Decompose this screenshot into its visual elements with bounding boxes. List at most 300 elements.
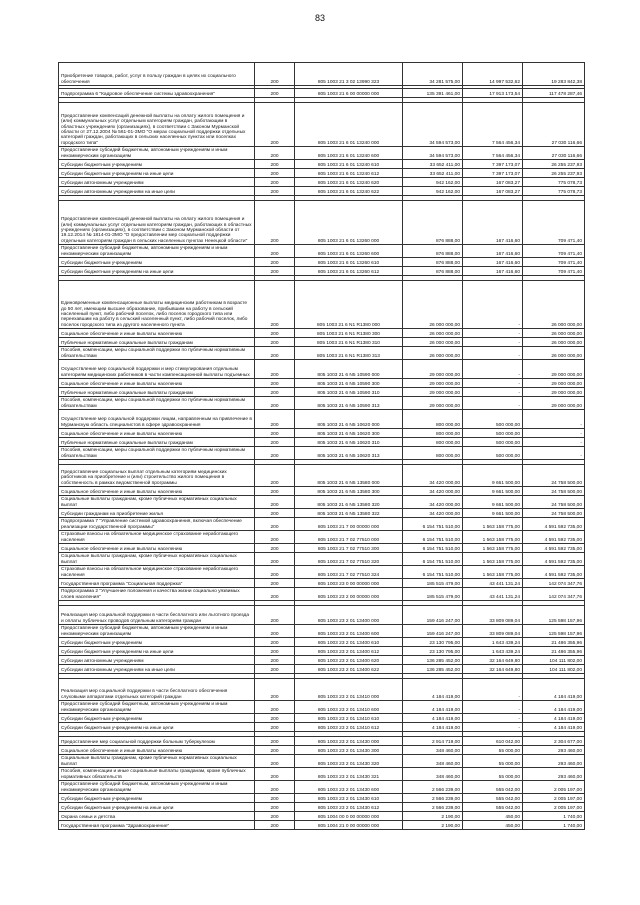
row-kbk-cell: 805 1003 21 6 01 13260 610 xyxy=(295,258,403,267)
row-name-cell: Осуществление мер социальной поддержки и мер стимулирования отдельным категориям медицинских работников в части компенсационной выплаты подъемных xyxy=(59,360,255,379)
table-row xyxy=(59,245,585,258)
row-name-cell: Подпрограмма 7 "Управление системой здравоохранения, включая обеспечение реализации государственной программы" xyxy=(59,518,255,531)
row-approved-cell: 26 000 000,00 xyxy=(403,347,463,360)
row-approved-cell: 34 420 000,00 xyxy=(403,496,463,509)
row-unexecuted-cell: 21 486 355,96 xyxy=(523,638,585,647)
row-kbk-cell: 805 1003 23 2 01 13430 320 xyxy=(295,755,403,768)
table-row xyxy=(59,553,585,566)
row-name-cell: Пособия, компенсации, меры социальной поддержки по публичным нормативным обязательствам xyxy=(59,447,255,460)
row-kbk-cell: 805 1003 23 2 01 13410 600 xyxy=(295,701,403,714)
row-executed-cell: 1 563 158 775,00 xyxy=(463,553,523,566)
row-executed-cell: 610 042,00 xyxy=(463,737,523,746)
row-code-cell: 200 xyxy=(255,487,295,496)
row-kbk-cell: 805 1003 23 2 01 13410 000 xyxy=(295,679,403,701)
row-kbk-cell: 805 1003 23 2 01 13400 620 xyxy=(295,656,403,665)
row-executed-cell: 33 809 089,04 xyxy=(463,606,523,625)
row-approved-cell: 876 888,00 xyxy=(403,245,463,258)
row-executed-cell: 43 441 131,24 xyxy=(463,579,523,588)
row-kbk-cell: 805 1003 21 6 N5 13580 322 xyxy=(295,509,403,518)
table-row xyxy=(59,679,585,701)
row-kbk-cell: 805 1003 21 6 N5 13580 300 xyxy=(295,487,403,496)
row-kbk-cell: 805 1003 21 7 02 77510 324 xyxy=(295,566,403,579)
row-code-cell: 200 xyxy=(255,379,295,388)
row-name-cell: Пособия, компенсации и иные социальные выплаты гражданам, кроме публичных нормативных обязательств xyxy=(59,768,255,781)
table-row xyxy=(59,63,585,86)
table-row xyxy=(59,812,585,821)
row-executed-cell: 500 000,00 xyxy=(463,438,523,447)
row-approved-cell: 2 566 239,00 xyxy=(403,803,463,812)
row-kbk-cell: 805 1003 21 6 01 13240 620 xyxy=(295,178,403,187)
row-executed-cell: 167 416,60 xyxy=(463,258,523,267)
row-approved-cell: 136 285 452,00 xyxy=(403,665,463,674)
row-name-cell: Предоставление компенсаций денежной выплаты на оплату жилого помещения и (или) коммунальных услуг отдельным категориям граждан, работающим в областных учреждениях (организациях), в соответствии с Законом Мурманской области от 27.12.2004 № 561-01-ЗМО "О мерах социальной поддержки отдельных категорий граждан, работающих в сельских населенных пунктах или поселках городского типа" xyxy=(59,103,255,147)
row-kbk-cell: 805 1003 23 2 01 13400 600 xyxy=(295,625,403,638)
row-code-cell: 200 xyxy=(255,531,295,544)
table-row xyxy=(59,281,585,329)
row-unexecuted-cell: - xyxy=(523,438,585,447)
row-code-cell: 200 xyxy=(255,812,295,821)
row-executed-cell: 9 661 500,00 xyxy=(463,496,523,509)
row-executed-cell: 1 643 439,24 xyxy=(463,638,523,647)
row-approved-cell: 6 154 751 510,00 xyxy=(403,518,463,531)
row-name-cell: Социальное обеспечение и иные выплаты населению xyxy=(59,487,255,496)
row-approved-cell: 876 888,00 xyxy=(403,201,463,245)
row-code-cell: 200 xyxy=(255,768,295,781)
row-executed-cell: 32 164 649,80 xyxy=(463,665,523,674)
budget-execution-table xyxy=(58,62,585,830)
table-row xyxy=(59,267,585,276)
row-approved-cell: 4 184 419,00 xyxy=(403,701,463,714)
row-code-cell: 200 xyxy=(255,397,295,410)
row-executed-cell: 500 000,00 xyxy=(463,447,523,460)
row-code-cell: 200 xyxy=(255,347,295,360)
row-code-cell: 200 xyxy=(255,329,295,338)
row-executed-cell: - xyxy=(463,379,523,388)
row-code-cell: 200 xyxy=(255,429,295,438)
row-executed-cell: - xyxy=(463,329,523,338)
row-kbk-cell: 805 1003 21 6 N5 10620 000 xyxy=(295,410,403,429)
row-code-cell: 200 xyxy=(255,360,295,379)
row-approved-cell: 942 162,00 xyxy=(403,178,463,187)
row-name-cell: Субсидии автономным учреждениям xyxy=(59,178,255,187)
table-row xyxy=(59,178,585,187)
row-kbk-cell: 805 1003 21 6 N1 R1380 000 xyxy=(295,281,403,329)
row-unexecuted-cell: 26 255 237,93 xyxy=(523,169,585,178)
table-row xyxy=(59,566,585,579)
row-name-cell: Субсидии бюджетным учреждениям на иные цели xyxy=(59,267,255,276)
row-name-cell: Субсидии бюджетным учреждениям xyxy=(59,794,255,803)
row-kbk-cell: 805 1003 21 6 N5 10590 300 xyxy=(295,379,403,388)
row-kbk-cell: 805 1003 21 6 N5 10590 310 xyxy=(295,388,403,397)
row-executed-cell: 1 563 158 775,00 xyxy=(463,544,523,553)
row-kbk-cell: 805 1003 23 2 00 00000 000 xyxy=(295,588,403,601)
table-row xyxy=(59,169,585,178)
row-approved-cell: 4 184 419,00 xyxy=(403,679,463,701)
row-kbk-cell: 805 1003 21 6 N5 10620 313 xyxy=(295,447,403,460)
table-row xyxy=(59,187,585,196)
row-name-cell: Субсидии гражданам на приобретение жилья xyxy=(59,509,255,518)
table-row xyxy=(59,447,585,460)
row-unexecuted-cell: 27 030 116,66 xyxy=(523,147,585,160)
row-unexecuted-cell: 104 111 802,00 xyxy=(523,665,585,674)
row-kbk-cell: 805 1003 21 6 N5 13580 320 xyxy=(295,496,403,509)
row-kbk-cell: 805 1003 23 2 01 13410 610 xyxy=(295,714,403,723)
row-unexecuted-cell: 709 471,40 xyxy=(523,245,585,258)
row-approved-cell: 6 154 751 510,00 xyxy=(403,544,463,553)
row-name-cell: Субсидии автономным учреждениям на иные цели xyxy=(59,187,255,196)
row-code-cell: 200 xyxy=(255,518,295,531)
table-row xyxy=(59,665,585,674)
row-name-cell: Приобретение товаров, работ, услуг в пользу граждан в целях их социального обеспечения xyxy=(59,63,255,86)
row-approved-cell: 2 566 239,00 xyxy=(403,794,463,803)
row-name-cell: Субсидии бюджетным учреждениям xyxy=(59,160,255,169)
row-kbk-cell: 805 1003 21 6 01 13260 600 xyxy=(295,245,403,258)
row-executed-cell: 14 997 532,62 xyxy=(463,63,523,86)
row-approved-cell: 33 652 411,00 xyxy=(403,160,463,169)
row-unexecuted-cell: 4 591 592 735,00 xyxy=(523,566,585,579)
row-unexecuted-cell: 27 030 116,66 xyxy=(523,103,585,147)
row-unexecuted-cell: 29 000 000,00 xyxy=(523,388,585,397)
row-code-cell: 200 xyxy=(255,201,295,245)
row-name-cell: Государственная программа "Социальная поддержка" xyxy=(59,579,255,588)
row-name-cell: Предоставление субсидий бюджетным, автономным учреждениям и иным некоммерческим организациям xyxy=(59,147,255,160)
table-row xyxy=(59,258,585,267)
row-name-cell: Единовременные компенсационные выплаты медицинским работникам в возрасте до 50 лет, имеющим высшее образование, прибывшим на работу в сельский населенный пункт, либо рабочий поселок, либо поселок городского типа или переехавшим на работу в сельский населенный пункт, либо рабочий поселок, либо поселок городского типа из другого населенного пункта xyxy=(59,281,255,329)
row-code-cell: 200 xyxy=(255,281,295,329)
page-number: 83 xyxy=(314,13,325,23)
row-executed-cell: 17 913 173,54 xyxy=(463,89,523,98)
row-approved-cell: 185 515 479,00 xyxy=(403,588,463,601)
row-code-cell: 200 xyxy=(255,803,295,812)
table-row xyxy=(59,147,585,160)
table-row xyxy=(59,410,585,429)
row-name-cell: Публичные нормативные социальные выплаты гражданам xyxy=(59,388,255,397)
row-code-cell: 200 xyxy=(255,566,295,579)
table-row xyxy=(59,625,585,638)
row-executed-cell: 7 564 456,34 xyxy=(463,147,523,160)
row-code-cell: 200 xyxy=(255,447,295,460)
row-kbk-cell: 805 1003 21 6 01 13240 610 xyxy=(295,160,403,169)
table-row xyxy=(59,714,585,723)
row-code-cell: 200 xyxy=(255,187,295,196)
row-approved-cell: 29 000 000,00 xyxy=(403,397,463,410)
row-name-cell: Субсидии бюджетным учреждениям на иные цели xyxy=(59,803,255,812)
row-unexecuted-cell: 2 005 197,00 xyxy=(523,781,585,794)
table-row xyxy=(59,544,585,553)
row-code-cell: 200 xyxy=(255,665,295,674)
row-kbk-cell: 805 1003 21 7 00 00000 000 xyxy=(295,518,403,531)
row-unexecuted-cell: 24 758 500,00 xyxy=(523,465,585,487)
row-unexecuted-cell: 29 000 000,00 xyxy=(523,360,585,379)
table-row xyxy=(59,518,585,531)
row-kbk-cell: 805 1003 21 6 N5 10590 000 xyxy=(295,360,403,379)
row-code-cell: 200 xyxy=(255,509,295,518)
row-name-cell: Публичные нормативные социальные выплаты гражданам xyxy=(59,338,255,347)
row-code-cell: 200 xyxy=(255,781,295,794)
table-row xyxy=(59,509,585,518)
row-code-cell: 200 xyxy=(255,89,295,98)
table-row xyxy=(59,438,585,447)
row-kbk-cell: 805 1003 21 6 00 00000 000 xyxy=(295,89,403,98)
row-approved-cell: 6 154 751 510,00 xyxy=(403,553,463,566)
row-name-cell: Осуществление мер социальной поддержки лицам, направленным на привлечение в Мурманскую область специалистов в сфере здравоохранения xyxy=(59,410,255,429)
row-kbk-cell: 805 1003 23 2 01 13400 610 xyxy=(295,638,403,647)
table-row xyxy=(59,588,585,601)
row-approved-cell: 800 000,00 xyxy=(403,429,463,438)
row-unexecuted-cell: 104 111 802,00 xyxy=(523,656,585,665)
row-name-cell: Социальное обеспечение и иные выплаты населению xyxy=(59,544,255,553)
row-executed-cell: - xyxy=(463,338,523,347)
table-row xyxy=(59,781,585,794)
row-code-cell: 200 xyxy=(255,679,295,701)
row-executed-cell: 1 563 158 775,00 xyxy=(463,531,523,544)
row-approved-cell: 2 190,00 xyxy=(403,821,463,830)
table-row xyxy=(59,531,585,544)
row-code-cell: 200 xyxy=(255,647,295,656)
row-approved-cell: 348 460,00 xyxy=(403,746,463,755)
row-kbk-cell: 805 1003 21 6 N5 13580 000 xyxy=(295,465,403,487)
row-kbk-cell: 805 1003 23 2 01 13400 612 xyxy=(295,647,403,656)
row-approved-cell: 348 460,00 xyxy=(403,755,463,768)
row-kbk-cell: 805 1003 21 7 02 77510 000 xyxy=(295,531,403,544)
table-row xyxy=(59,638,585,647)
row-kbk-cell: 805 1003 23 2 01 13430 300 xyxy=(295,746,403,755)
row-unexecuted-cell: 4 184 419,00 xyxy=(523,714,585,723)
table-row xyxy=(59,746,585,755)
row-unexecuted-cell: 21 486 355,96 xyxy=(523,647,585,656)
row-name-cell: Социальные выплаты гражданам, кроме публичных нормативных социальных выплат xyxy=(59,553,255,566)
table-row xyxy=(59,347,585,360)
row-code-cell: 200 xyxy=(255,160,295,169)
row-unexecuted-cell: 24 758 500,00 xyxy=(523,496,585,509)
row-executed-cell: 9 661 500,00 xyxy=(463,487,523,496)
row-approved-cell: 33 652 411,00 xyxy=(403,169,463,178)
row-unexecuted-cell: 4 591 592 735,00 xyxy=(523,531,585,544)
row-unexecuted-cell: 709 471,40 xyxy=(523,267,585,276)
row-executed-cell: - xyxy=(463,360,523,379)
row-kbk-cell: 805 1003 21 3 02 13990 323 xyxy=(295,63,403,86)
row-kbk-cell: 805 1003 23 0 00 00000 000 xyxy=(295,579,403,588)
row-name-cell: Предоставление компенсаций денежной выплаты на оплату жилого помещения и (или) коммунальных услуг отдельным категориям граждан, работающих в областных учреждениях (организациях), в соответствии с Законом Мурманской области от 19.12.2014 № 1814-01-ЗМО "О предоставлении мер социальной поддержки отдельным категориям граждан в сельских населенных пунктах Ненецкой области" xyxy=(59,201,255,245)
row-name-cell: Публичные нормативные социальные выплаты гражданам xyxy=(59,438,255,447)
row-approved-cell: 23 130 795,00 xyxy=(403,638,463,647)
row-approved-cell: 185 515 479,00 xyxy=(403,579,463,588)
row-code-cell: 200 xyxy=(255,714,295,723)
row-executed-cell: 167 416,60 xyxy=(463,267,523,276)
row-kbk-cell: 805 1003 21 6 N5 10590 313 xyxy=(295,397,403,410)
row-kbk-cell: 805 1003 23 2 01 13430 610 xyxy=(295,794,403,803)
row-code-cell: 200 xyxy=(255,63,295,86)
row-executed-cell: 7 397 173,07 xyxy=(463,160,523,169)
row-name-cell: Социальное обеспечение и иные выплаты населению xyxy=(59,329,255,338)
row-code-cell: 200 xyxy=(255,103,295,147)
row-name-cell: Социальные выплаты гражданам, кроме публичных нормативных социальных выплат xyxy=(59,496,255,509)
row-code-cell: 200 xyxy=(255,656,295,665)
table-row xyxy=(59,656,585,665)
row-kbk-cell: 805 1003 23 2 01 13400 622 xyxy=(295,665,403,674)
table-row xyxy=(59,360,585,379)
row-unexecuted-cell: 26 255 237,93 xyxy=(523,160,585,169)
row-code-cell: 200 xyxy=(255,794,295,803)
row-unexecuted-cell: 4 184 419,00 xyxy=(523,701,585,714)
row-approved-cell: 6 154 751 510,00 xyxy=(403,531,463,544)
table-row xyxy=(59,201,585,245)
row-kbk-cell: 805 1003 21 6 N5 10620 300 xyxy=(295,429,403,438)
row-code-cell: 200 xyxy=(255,267,295,276)
row-name-cell: Предоставление субсидий бюджетным, автономным учреждениям и иным некоммерческим организациям xyxy=(59,701,255,714)
row-name-cell: Субсидии бюджетным учреждениям на иные цели xyxy=(59,169,255,178)
table-row xyxy=(59,465,585,487)
row-executed-cell: 167 416,60 xyxy=(463,201,523,245)
row-approved-cell: 2 566 239,00 xyxy=(403,781,463,794)
row-approved-cell: 23 130 795,00 xyxy=(403,647,463,656)
row-approved-cell: 876 888,00 xyxy=(403,267,463,276)
row-unexecuted-cell: 26 000 000,00 xyxy=(523,329,585,338)
row-approved-cell: 29 000 000,00 xyxy=(403,388,463,397)
row-unexecuted-cell: 775 078,73 xyxy=(523,187,585,196)
row-executed-cell: - xyxy=(463,397,523,410)
table-row xyxy=(59,723,585,732)
row-unexecuted-cell: 709 471,40 xyxy=(523,201,585,245)
row-unexecuted-cell: 29 000 000,00 xyxy=(523,379,585,388)
row-unexecuted-cell: 4 184 419,00 xyxy=(523,679,585,701)
row-approved-cell: 34 594 573,00 xyxy=(403,147,463,160)
table-row xyxy=(59,755,585,768)
row-executed-cell: 9 661 500,00 xyxy=(463,465,523,487)
table-row xyxy=(59,379,585,388)
row-code-cell: 200 xyxy=(255,147,295,160)
row-executed-cell: 167 083,27 xyxy=(463,178,523,187)
table-row xyxy=(59,803,585,812)
table-row xyxy=(59,737,585,746)
row-kbk-cell: 805 1003 21 6 01 13260 000 xyxy=(295,201,403,245)
row-kbk-cell: 805 1003 21 6 01 13240 612 xyxy=(295,169,403,178)
row-name-cell: Предоставление социальных выплат отдельным категориям медицинских работников на приобретение и (или) строительство жилого помещения в собственность в рамках ведомственной программы xyxy=(59,465,255,487)
table-row xyxy=(59,496,585,509)
table-row xyxy=(59,329,585,338)
row-executed-cell: 500 000,00 xyxy=(463,410,523,429)
row-approved-cell: 159 416 247,00 xyxy=(403,625,463,638)
table-row xyxy=(59,397,585,410)
row-name-cell: Предоставление субсидий бюджетным, автономным учреждениям и иным некоммерческим организациям xyxy=(59,781,255,794)
row-unexecuted-cell: - xyxy=(523,429,585,438)
row-kbk-cell: 805 1003 21 6 01 13260 612 xyxy=(295,267,403,276)
row-approved-cell: 26 000 000,00 xyxy=(403,329,463,338)
table-row xyxy=(59,768,585,781)
row-code-cell: 200 xyxy=(255,606,295,625)
row-unexecuted-cell: 26 000 000,00 xyxy=(523,281,585,329)
row-name-cell: Предоставление субсидий бюджетным, автономным учреждениям и иным некоммерческим организациям xyxy=(59,245,255,258)
row-kbk-cell: 805 1003 21 6 N1 R1380 313 xyxy=(295,347,403,360)
row-kbk-cell: 805 1003 21 6 N1 R1380 310 xyxy=(295,338,403,347)
row-approved-cell: 29 000 000,00 xyxy=(403,379,463,388)
table-row xyxy=(59,338,585,347)
row-executed-cell: 555 042,00 xyxy=(463,781,523,794)
table-row xyxy=(59,647,585,656)
row-code-cell: 200 xyxy=(255,737,295,746)
row-unexecuted-cell: 2 005 197,00 xyxy=(523,794,585,803)
row-unexecuted-cell: 775 078,73 xyxy=(523,178,585,187)
row-unexecuted-cell: 4 591 592 735,00 xyxy=(523,518,585,531)
row-executed-cell: 9 661 500,00 xyxy=(463,509,523,518)
table-row xyxy=(59,160,585,169)
row-name-cell: Субсидии автономным учреждениям на иные цели xyxy=(59,665,255,674)
row-approved-cell: 159 416 247,00 xyxy=(403,606,463,625)
row-code-cell: 200 xyxy=(255,544,295,553)
row-approved-cell: 135 391 461,00 xyxy=(403,89,463,98)
row-unexecuted-cell: 142 074 347,76 xyxy=(523,579,585,588)
row-unexecuted-cell: 29 000 000,00 xyxy=(523,397,585,410)
row-name-cell: Охрана семьи и детства xyxy=(59,812,255,821)
row-code-cell: 200 xyxy=(255,723,295,732)
row-name-cell: Субсидии бюджетным учреждениям на иные цели xyxy=(59,647,255,656)
row-name-cell: Пособия, компенсации, меры социальной поддержки по публичным нормативным обязательствам xyxy=(59,347,255,360)
row-unexecuted-cell: 26 000 000,00 xyxy=(523,347,585,360)
row-approved-cell: 2 914 719,00 xyxy=(403,737,463,746)
row-code-cell: 200 xyxy=(255,178,295,187)
row-executed-cell: - xyxy=(463,281,523,329)
row-executed-cell: - xyxy=(463,347,523,360)
row-approved-cell: 800 000,00 xyxy=(403,447,463,460)
row-kbk-cell: 805 1003 21 7 02 77510 320 xyxy=(295,553,403,566)
row-executed-cell: 500 000,00 xyxy=(463,429,523,438)
row-name-cell: Субсидии автономным учреждениям xyxy=(59,656,255,665)
row-approved-cell: 4 184 419,00 xyxy=(403,714,463,723)
row-kbk-cell: 805 1003 21 6 01 13240 000 xyxy=(295,103,403,147)
row-name-cell: Субсидии бюджетным учреждениям xyxy=(59,714,255,723)
row-kbk-cell: 805 1003 21 6 N1 R1380 300 xyxy=(295,329,403,338)
row-name-cell: Социальное обеспечение и иные выплаты населению xyxy=(59,746,255,755)
row-unexecuted-cell: 293 460,00 xyxy=(523,755,585,768)
row-name-cell: Страховые взносы на обязательное медицинское страхование неработающего населения xyxy=(59,531,255,544)
row-unexecuted-cell: 125 598 157,96 xyxy=(523,606,585,625)
table-row xyxy=(59,794,585,803)
row-executed-cell: - xyxy=(463,723,523,732)
row-kbk-cell: 805 1003 21 6 01 13240 622 xyxy=(295,187,403,196)
table-row xyxy=(59,701,585,714)
row-code-cell: 200 xyxy=(255,465,295,487)
row-executed-cell: - xyxy=(463,388,523,397)
row-approved-cell: 2 190,00 xyxy=(403,812,463,821)
row-approved-cell: 6 154 751 510,00 xyxy=(403,566,463,579)
table-row xyxy=(59,579,585,588)
row-approved-cell: 34 594 573,00 xyxy=(403,103,463,147)
row-kbk-cell: 805 1003 23 2 01 13430 612 xyxy=(295,803,403,812)
table-body xyxy=(59,63,585,830)
row-code-cell: 200 xyxy=(255,169,295,178)
row-code-cell: 200 xyxy=(255,625,295,638)
row-executed-cell: - xyxy=(463,701,523,714)
row-executed-cell: 167 083,27 xyxy=(463,187,523,196)
row-executed-cell: 1 563 158 775,00 xyxy=(463,518,523,531)
row-name-cell: Реализация мер социальной поддержки в части бесплатного обеспечения слуховыми аппаратами отдельных категорий граждан xyxy=(59,679,255,701)
row-unexecuted-cell: 4 184 419,00 xyxy=(523,723,585,732)
row-unexecuted-cell: 4 591 592 735,00 xyxy=(523,544,585,553)
row-executed-cell: 1 643 439,24 xyxy=(463,647,523,656)
row-approved-cell: 136 285 452,00 xyxy=(403,656,463,665)
table-row xyxy=(59,429,585,438)
row-code-cell: 200 xyxy=(255,701,295,714)
row-executed-cell: 7 564 456,34 xyxy=(463,103,523,147)
row-code-cell: 200 xyxy=(255,755,295,768)
row-unexecuted-cell: 709 471,40 xyxy=(523,258,585,267)
row-code-cell: 200 xyxy=(255,338,295,347)
row-approved-cell: 4 184 419,00 xyxy=(403,723,463,732)
row-executed-cell: 32 164 649,80 xyxy=(463,656,523,665)
row-name-cell: Субсидии бюджетным учреждениям xyxy=(59,258,255,267)
row-unexecuted-cell: 2 005 197,00 xyxy=(523,803,585,812)
row-executed-cell: 7 397 173,07 xyxy=(463,169,523,178)
